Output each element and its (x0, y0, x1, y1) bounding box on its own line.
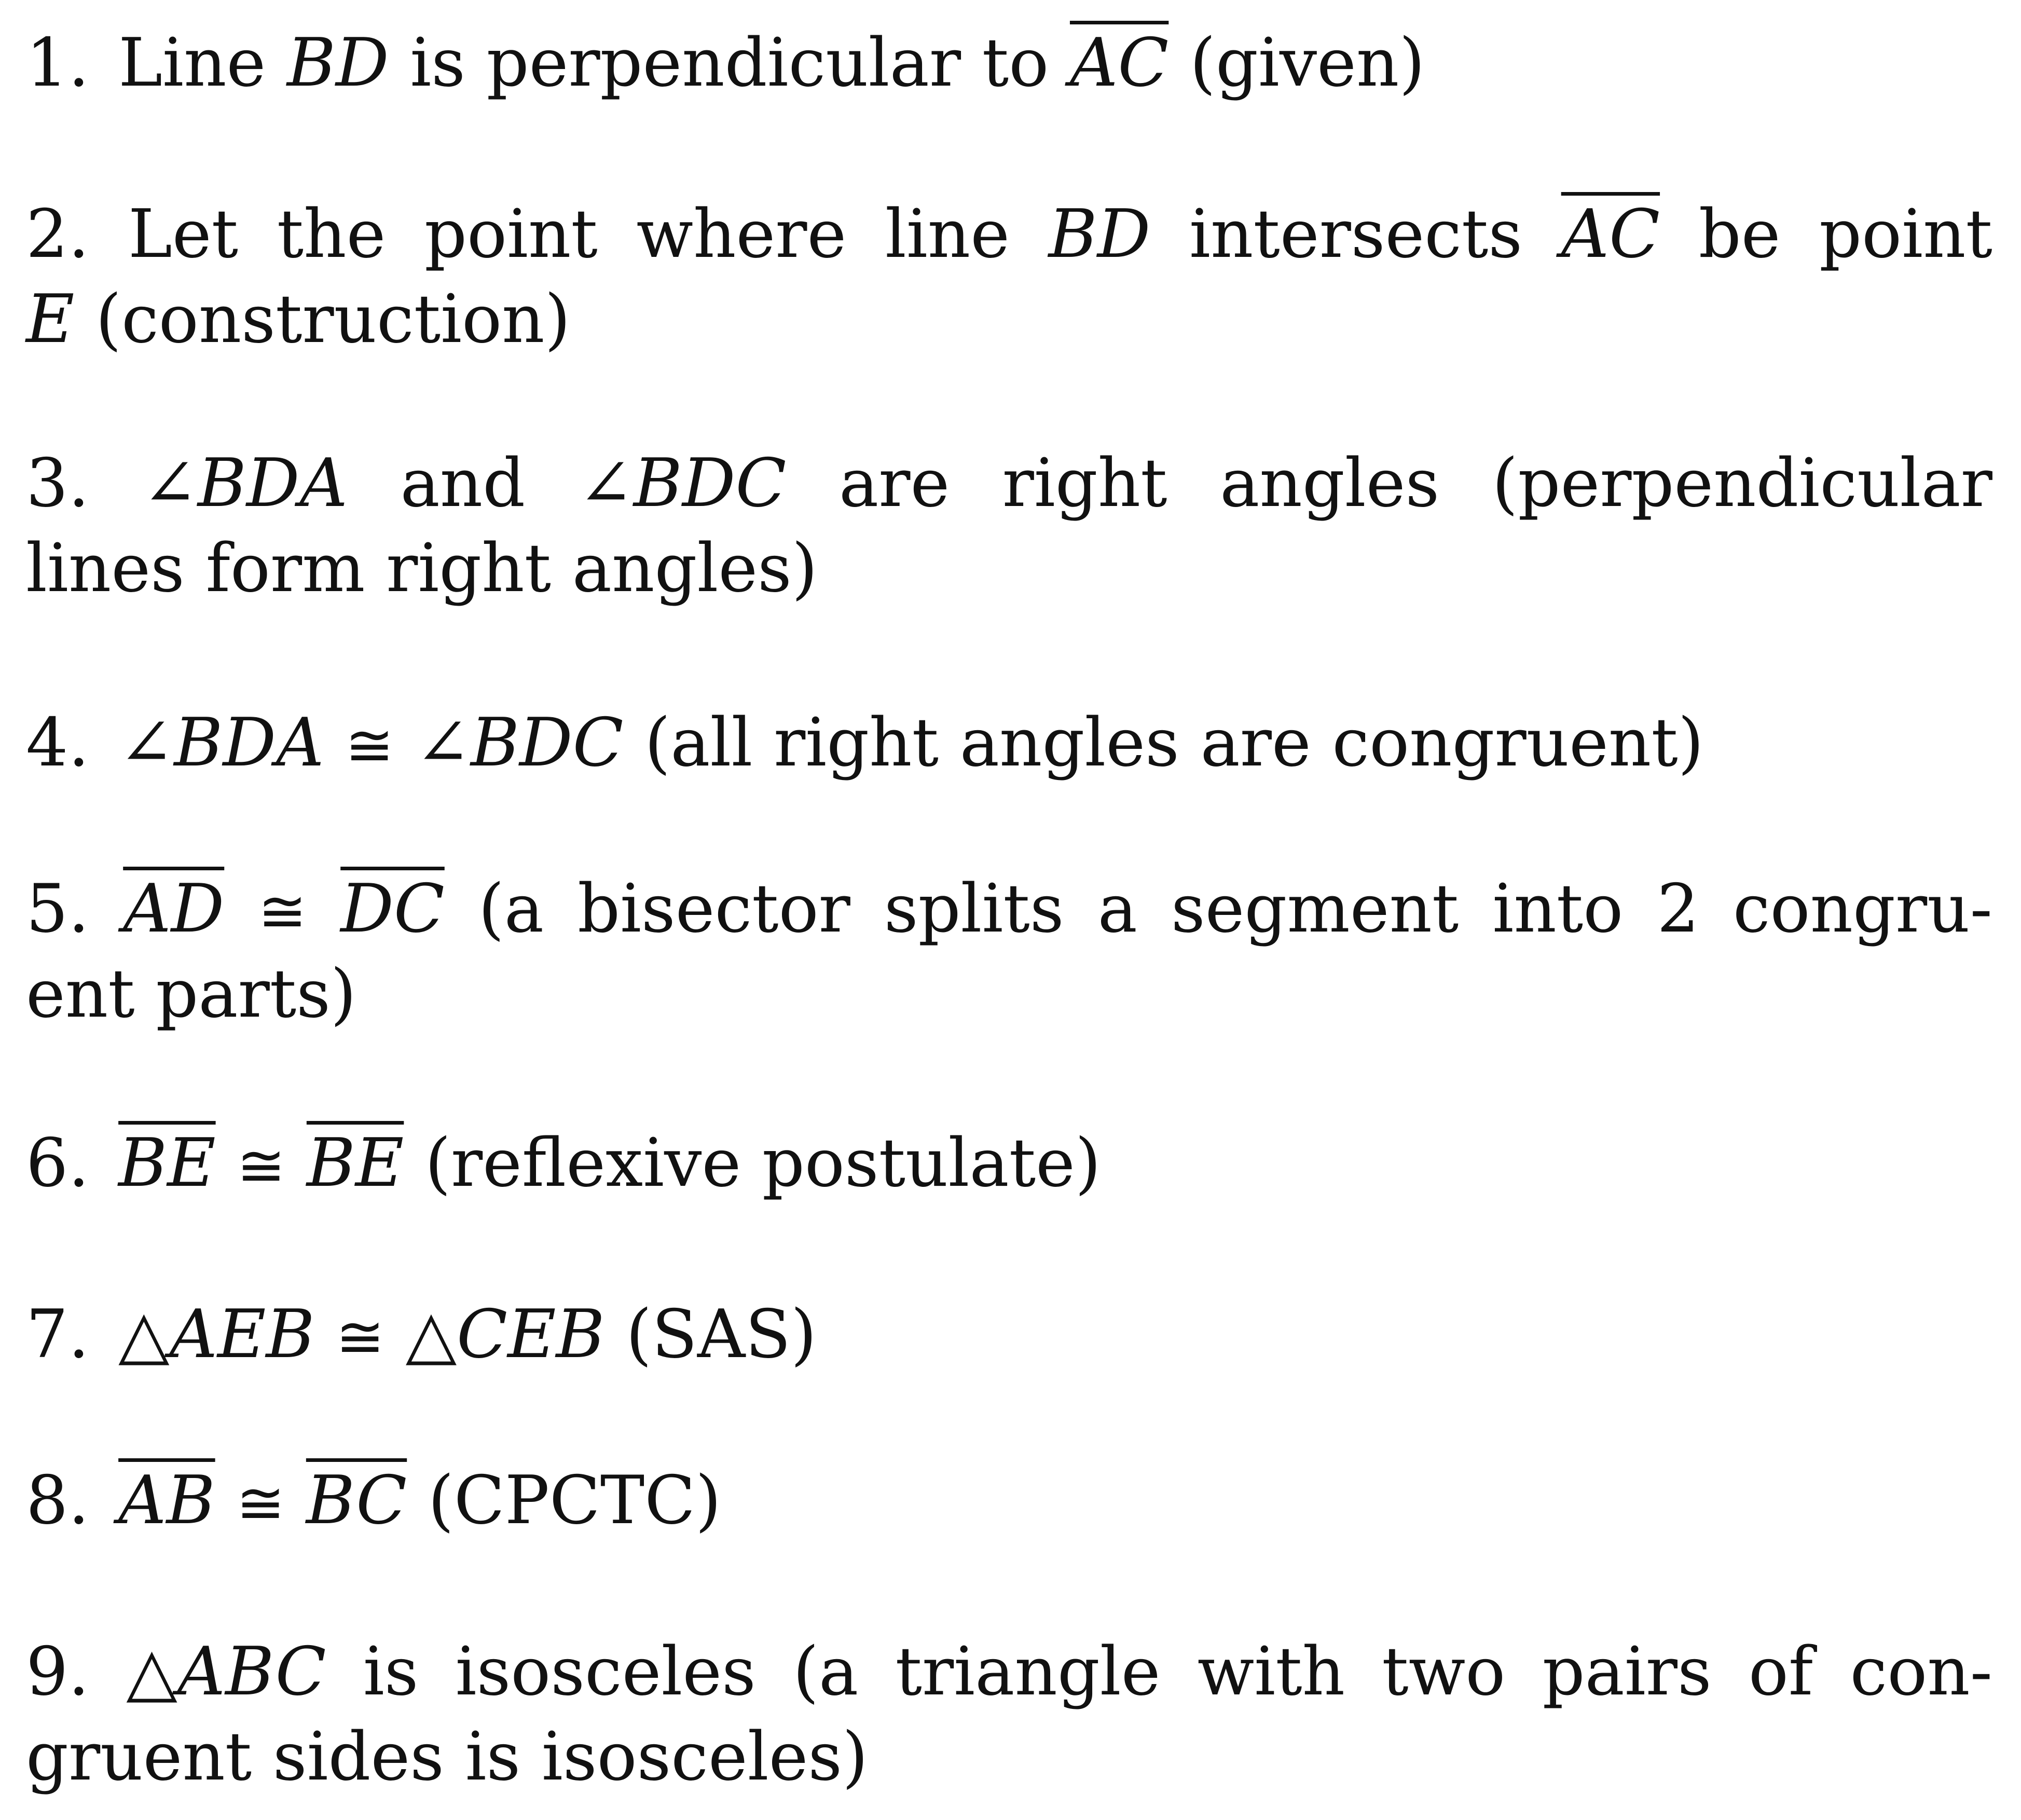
segment-bc: $\overline{BC}$ (306, 1462, 407, 1539)
step-1-number: 1. (26, 24, 90, 102)
step-2-line-1 (26, 192, 1992, 277)
step-3-line-2 (26, 526, 1992, 611)
step-5-word: splits (884, 870, 1064, 948)
proof-step-2 (26, 192, 1992, 362)
step-5-word: congru- (1733, 870, 1992, 948)
angle-bda: ∠BDA (118, 704, 324, 782)
step-4-line (26, 701, 1992, 786)
step-4-reason: (all right angles are congruent) (644, 704, 1704, 782)
angle-bda: ∠BDA (142, 445, 348, 522)
congruent-symbol: ≅ (336, 1304, 385, 1371)
step-9-word: (a (793, 1633, 859, 1710)
step-5-line-1 (26, 867, 1992, 952)
step-2-reason: (construction) (95, 281, 571, 358)
line-bd-label: BD (286, 24, 389, 102)
step-8-number: 8. (26, 1462, 90, 1539)
step-2-line-2 (26, 277, 1992, 362)
step-2-number: 2. (26, 196, 90, 273)
point-e-label: E (26, 281, 75, 358)
step-2-word: Let (128, 196, 238, 273)
step-3-word: (perpendicular (1492, 445, 1992, 522)
segment-ac: $\overline{AC}$ (1069, 24, 1169, 102)
step-3-word: and (400, 445, 526, 522)
step-5-word: into (1492, 870, 1624, 948)
step-5-word: (a (478, 870, 544, 948)
step-9-word: is (363, 1633, 419, 1710)
triangle-aeb: △AEB (118, 1296, 315, 1373)
proof-step-1 (26, 21, 1992, 106)
congruent-symbol: ≅ (236, 1470, 285, 1537)
step-3-number: 3. (26, 445, 90, 522)
step-5-word: a (1097, 870, 1137, 948)
segment-be: $\overline{BE}$ (306, 1125, 404, 1202)
step-9-reason: gruent sides is isosceles) (26, 1718, 868, 1796)
segment-be: $\overline{BE}$ (118, 1125, 216, 1202)
angle-bdc: ∠BDC (415, 704, 624, 782)
step-8-reason: (CPCTC) (428, 1462, 722, 1539)
step-6-number: 6. (26, 1125, 90, 1202)
step-9-line-1 (26, 1630, 1992, 1715)
step-3-reason: lines form right angles) (26, 530, 818, 607)
step-7-number: 7. (26, 1296, 90, 1373)
step-9-word: of (1748, 1633, 1813, 1710)
step-1-line (26, 21, 1992, 106)
proof-step-7 (26, 1292, 1992, 1377)
segment-ad: $\overline{AD}$ (123, 870, 225, 948)
step-6-reason: (reflexive postulate) (425, 1125, 1101, 1202)
proof-step-9 (26, 1630, 1992, 1800)
congruent-symbol: ≅ (237, 1132, 286, 1200)
step-3-word: angles (1220, 445, 1440, 522)
step-9-word: with (1197, 1633, 1345, 1710)
proof-step-6 (26, 1121, 1992, 1206)
proof-steps (26, 0, 1992, 1820)
step-9-word: pairs (1542, 1633, 1712, 1710)
proof-step-3 (26, 441, 1992, 611)
triangle-abc: △ABC (126, 1633, 326, 1710)
step-3-word: are (838, 445, 950, 522)
step-9-line-2 (26, 1715, 1992, 1800)
step-5-word: bisector (578, 870, 850, 948)
step-7-reason: (SAS) (626, 1296, 817, 1373)
step-9-number: 9. (26, 1633, 90, 1710)
step-5-reason: ent parts) (26, 955, 356, 1033)
step-9-word: two (1382, 1633, 1506, 1710)
step-3-word: right (1002, 445, 1167, 522)
step-9-word: isosceles (455, 1633, 756, 1710)
step-7-line (26, 1292, 1992, 1377)
step-1-text: Line (118, 24, 266, 102)
segment-ab: $\overline{AB}$ (118, 1462, 215, 1539)
step-4-number: 4. (26, 704, 90, 782)
step-5-number: 5. (26, 870, 90, 948)
triangle-ceb: △CEB (405, 1296, 605, 1373)
step-2-word: point (1819, 196, 1992, 273)
step-5-word: segment (1171, 870, 1459, 948)
step-9-word: con- (1850, 1633, 1992, 1710)
step-2-word: intersects (1189, 196, 1522, 273)
congruent-symbol: ≅ (345, 712, 394, 779)
angle-bdc: ∠BDC (578, 445, 787, 522)
line-bd-label: BD (1048, 196, 1151, 273)
proof-step-5 (26, 867, 1992, 1037)
step-1-text-2: is perpendicular to (410, 24, 1049, 102)
step-1-reason: (given) (1190, 24, 1425, 102)
step-2-word: point (424, 196, 598, 273)
step-2-word: where (636, 196, 847, 273)
segment-dc: $\overline{DC}$ (340, 870, 445, 948)
step-8-line (26, 1458, 1992, 1543)
step-5-line-2 (26, 952, 1992, 1037)
proof-step-4 (26, 701, 1992, 786)
step-6-line (26, 1121, 1992, 1206)
step-9-word: triangle (895, 1633, 1161, 1710)
segment-ac: $\overline{AC}$ (1561, 196, 1660, 273)
step-3-line-1 (26, 441, 1992, 526)
congruent-symbol: ≅ (258, 878, 307, 946)
proof-step-8 (26, 1458, 1992, 1543)
step-2-word: be (1698, 196, 1781, 273)
step-2-word: the (277, 196, 386, 273)
step-5-word: 2 (1657, 870, 1699, 948)
step-2-word: line (885, 196, 1010, 273)
